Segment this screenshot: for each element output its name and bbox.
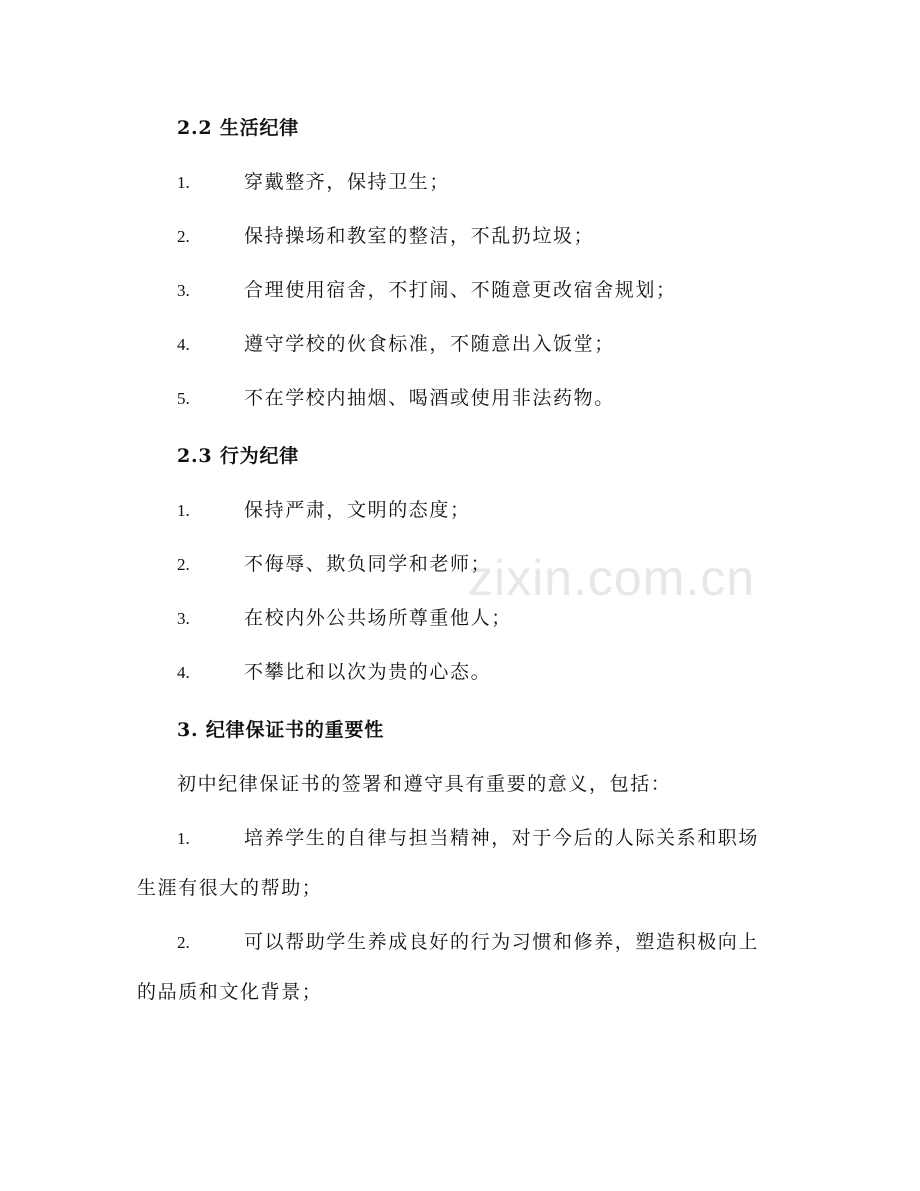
- list-number: 1.: [177, 173, 190, 192]
- list-text: 不攀比和以次为贵的心态。: [244, 661, 492, 683]
- section-heading-2-3: 2.3 行为纪律: [177, 445, 300, 467]
- list-text-line2: 的品质和文化背景；: [137, 981, 323, 1003]
- section-heading-2-2: 2.2 生活纪律: [177, 117, 300, 139]
- list-number: 4.: [177, 663, 190, 682]
- section-heading-3: 3. 纪律保证书的重要性: [177, 719, 385, 741]
- list-number: 4.: [177, 335, 190, 354]
- list-number: 5.: [177, 389, 190, 408]
- list-text: 穿戴整齐，保持卫生；: [244, 171, 451, 193]
- list-text: 不在学校内抽烟、喝酒或使用非法药物。: [244, 387, 615, 409]
- list-number: 3.: [177, 609, 190, 628]
- list-number: 3.: [177, 281, 190, 300]
- watermark: zixin.com.cn: [468, 550, 756, 606]
- list-number: 1.: [177, 829, 190, 848]
- list-text: 保持严肃，文明的态度；: [244, 499, 471, 521]
- list-text: 不侮辱、欺负同学和老师；: [244, 553, 492, 575]
- list-number: 1.: [177, 501, 190, 520]
- list-text: 在校内外公共场所尊重他人；: [244, 607, 512, 629]
- list-text-line1: 培养学生的自律与担当精神，对于今后的人际关系和职场: [244, 827, 760, 849]
- list-number: 2.: [177, 555, 190, 574]
- list-number: 2.: [177, 227, 190, 246]
- list-text-line2: 生涯有很大的帮助；: [137, 877, 323, 899]
- list-text: 遵守学校的伙食标准，不随意出入饭堂；: [244, 333, 615, 355]
- list-text: 保持操场和教室的整洁，不乱扔垃圾；: [244, 225, 595, 247]
- list-text: 合理使用宿舍，不打闹、不随意更改宿舍规划；: [244, 279, 677, 301]
- list-text-line1: 可以帮助学生养成良好的行为习惯和修养，塑造积极向上: [244, 931, 760, 953]
- intro-paragraph: 初中纪律保证书的签署和遵守具有重要的意义，包括：: [177, 773, 672, 795]
- list-number: 2.: [177, 933, 190, 952]
